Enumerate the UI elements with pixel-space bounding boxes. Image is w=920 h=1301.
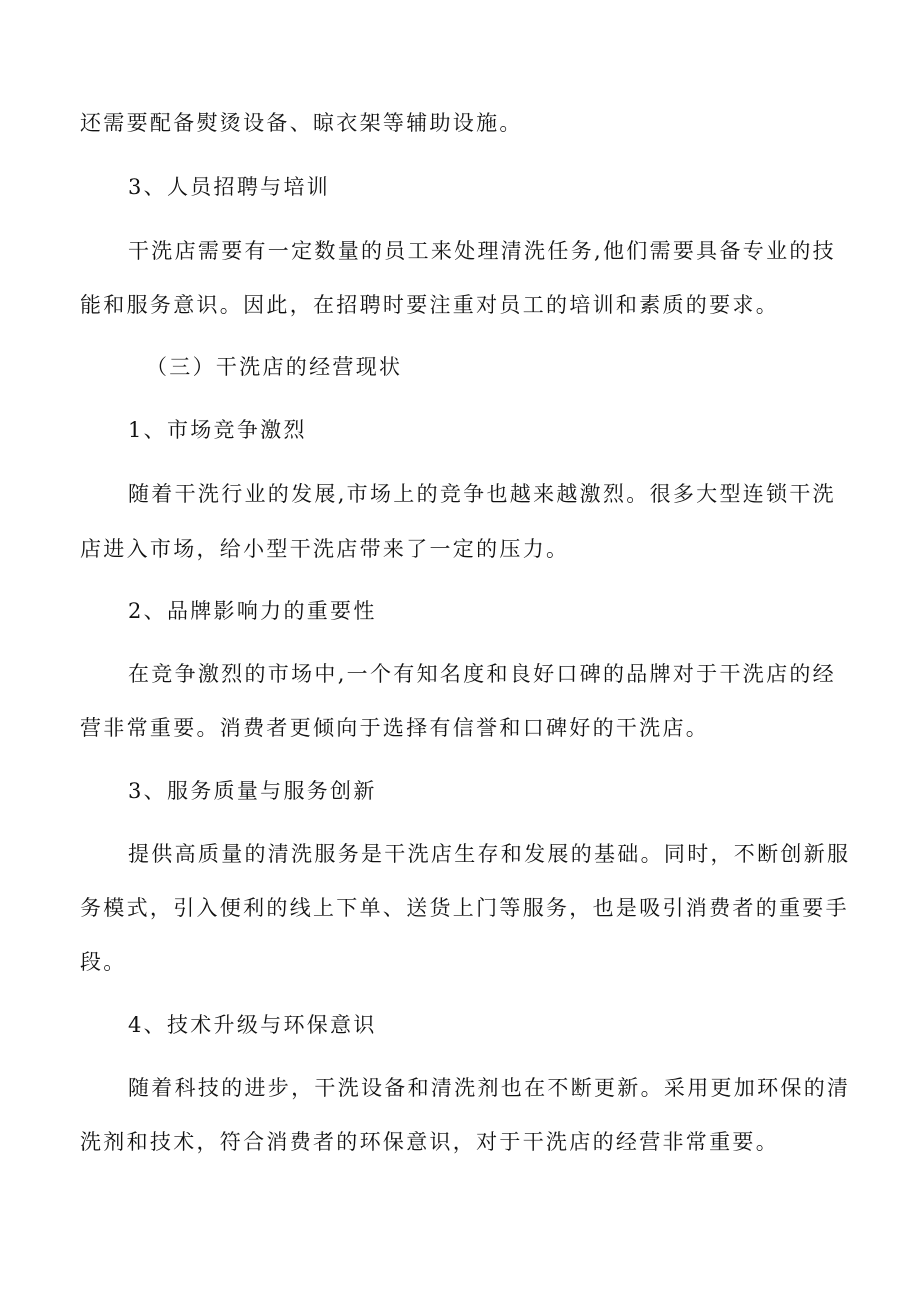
body-text-line: 随着干洗行业的发展,市场上的竞争也越来越激烈。很多大型连锁干洗 [128, 482, 836, 506]
section-heading: 1、市场竞争激烈 [128, 418, 307, 442]
body-text-line: 段。 [80, 950, 127, 974]
body-text-line: 店进入市场，给小型干洗店带来了一定的压力。 [80, 537, 570, 561]
section-heading: 4、技术升级与环保意识 [128, 1013, 377, 1037]
body-text-line: 提供高质量的清洗服务是干洗店生存和发展的基础。同时，不断创新服 [128, 842, 851, 866]
body-text-line: 随着科技的进步，干洗设备和清洗剂也在不断更新。采用更加环保的清 [128, 1076, 851, 1100]
body-text-line: 洗剂和技术，符合消费者的环保意识，对于干洗店的经营非常重要。 [80, 1130, 779, 1154]
section-heading: 3、服务质量与服务创新 [128, 779, 377, 803]
body-text-line: 在竞争激烈的市场中,一个有知名度和良好口碑的品牌对于干洗店的经 [128, 662, 836, 686]
section-heading: 3、人员招聘与培训 [128, 175, 331, 199]
body-text-line: 能和服务意识。因此，在招聘时要注重对员工的培训和素质的要求。 [80, 293, 779, 317]
section-heading: 2、品牌影响力的重要性 [128, 599, 377, 623]
body-text-line: 干洗店需要有一定数量的员工来处理清洗任务,他们需要具备专业的技 [128, 239, 836, 263]
body-text-line: 营非常重要。消费者更倾向于选择有信誉和口碑好的干洗店。 [80, 716, 710, 740]
body-text-line: 还需要配备熨烫设备、晾衣架等辅助设施。 [80, 111, 523, 135]
body-text-line: 务模式，引入便利的线上下单、送货上门等服务，也是吸引消费者的重要手 [80, 896, 849, 920]
chapter-heading: （三）干洗店的经营现状 [146, 355, 403, 379]
